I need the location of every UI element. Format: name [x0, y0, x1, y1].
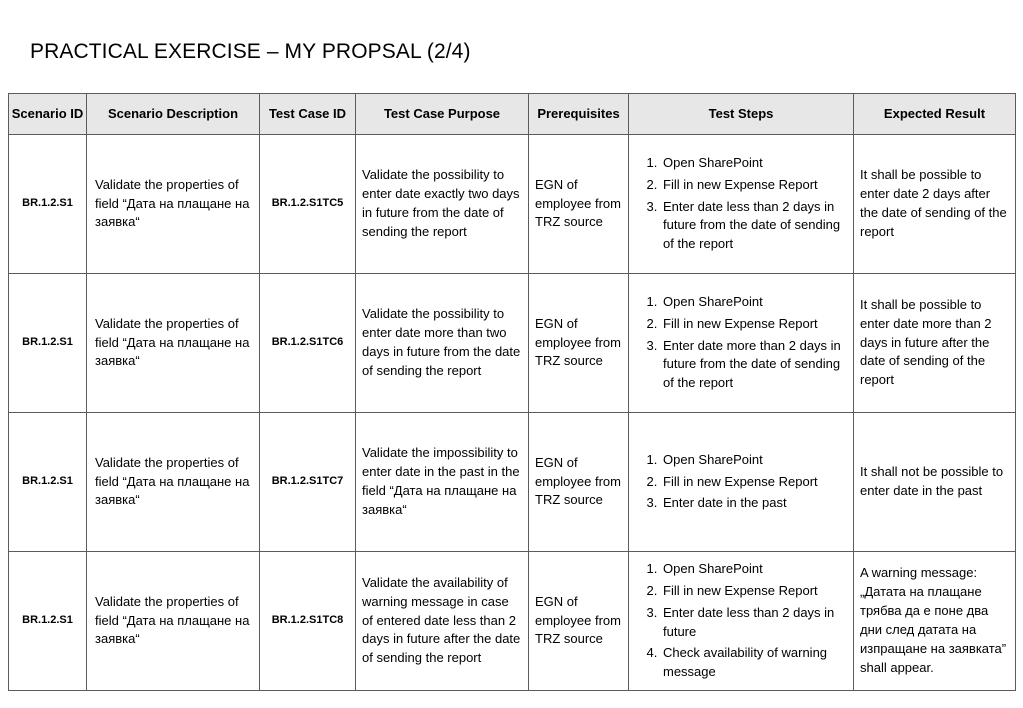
test-step-item: 1. Open SharePoint — [661, 293, 847, 312]
scenario-description-cell: Validate the properties of field “Дата на плащане на заявка“ — [87, 413, 260, 552]
header-test-case-purpose: Test Case Purpose — [356, 94, 529, 135]
header-test-steps: Test Steps — [629, 94, 854, 135]
test-case-id-cell: BR.1.2.S1TC8 — [260, 552, 356, 691]
table-row — [9, 274, 1016, 413]
scenario-id-cell: BR.1.2.S1 — [9, 413, 87, 552]
test-step-item: 3. Enter date less than 2 days in future — [661, 604, 847, 642]
test-step-item: 1. Open SharePoint — [661, 451, 847, 470]
test-step-item: 1. Open SharePoint — [661, 154, 847, 173]
header-expected-result: Expected Result — [854, 94, 1016, 135]
expected-result-cell: A warning message: „Датата на плащане трябва да е поне два дни след датата на изпращане на заявката” shall appear. — [854, 552, 1016, 691]
scenario-description-cell: Validate the properties of field “Дата на плащане на заявка“ — [87, 274, 260, 413]
test-step-item: 3. Enter date less than 2 days in future from the date of sending of the report — [661, 198, 847, 255]
test-steps-cell — [629, 274, 854, 413]
test-case-purpose-cell: Validate the impossibility to enter date in the past in the field “Дата на плащане на заявка“ — [356, 413, 529, 552]
test-step-item: 3. Enter date in the past — [661, 494, 847, 513]
expected-result-cell: It shall be possible to enter date more than 2 days in future after the date of sending of the report — [854, 274, 1016, 413]
slide-title: PRACTICAL EXERCISE – MY PROPSAL (2/4) — [30, 40, 471, 63]
scenario-description-cell: Validate the properties of field “Дата на плащане на заявка“ — [87, 135, 260, 274]
prerequisites-cell: EGN of employee from TRZ source — [529, 552, 629, 691]
prerequisites-cell: EGN of employee from TRZ source — [529, 274, 629, 413]
test-step-item: 2. Fill in new Expense Report — [661, 582, 847, 601]
header-scenario-id: Scenario ID — [9, 94, 87, 135]
test-step-item: 2. Fill in new Expense Report — [661, 176, 847, 195]
scenario-id-cell: BR.1.2.S1 — [9, 274, 87, 413]
test-steps-cell — [629, 552, 854, 691]
test-steps-list — [635, 154, 847, 254]
test-case-id-cell: BR.1.2.S1TC7 — [260, 413, 356, 552]
test-case-purpose-cell: Validate the possibility to enter date exactly two days in future from the date of sending the report — [356, 135, 529, 274]
expected-result-cell: It shall not be possible to enter date in the past — [854, 413, 1016, 552]
test-step-item: 3. Enter date more than 2 days in future from the date of sending of the report — [661, 337, 847, 394]
expected-result-cell: It shall be possible to enter date 2 days after the date of sending of the report — [854, 135, 1016, 274]
test-steps-list — [635, 451, 847, 514]
test-case-id-cell: BR.1.2.S1TC5 — [260, 135, 356, 274]
scenario-description-cell: Validate the properties of field “Дата на плащане на заявка“ — [87, 552, 260, 691]
test-step-item: 1. Open SharePoint — [661, 560, 847, 579]
table-row — [9, 552, 1016, 691]
test-steps-cell — [629, 413, 854, 552]
header-test-case-id: Test Case ID — [260, 94, 356, 135]
scenario-id-cell: BR.1.2.S1 — [9, 135, 87, 274]
prerequisites-cell: EGN of employee from TRZ source — [529, 135, 629, 274]
test-case-purpose-cell: Validate the availability of warning message in case of entered date less than 2 days in future after the date of sending the report — [356, 552, 529, 691]
prerequisites-cell: EGN of employee from TRZ source — [529, 413, 629, 552]
test-step-item: 4. Check availability of warning message — [661, 644, 847, 682]
header-prerequisites: Prerequisites — [529, 94, 629, 135]
header-scenario-description: Scenario Description — [87, 94, 260, 135]
scenario-id-cell: BR.1.2.S1 — [9, 552, 87, 691]
test-steps-list — [635, 560, 847, 682]
test-case-purpose-cell: Validate the possibility to enter date more than two days in future from the date of sending the report — [356, 274, 529, 413]
test-steps-cell — [629, 135, 854, 274]
table-header-row — [9, 94, 1016, 135]
test-step-item: 2. Fill in new Expense Report — [661, 315, 847, 334]
table-row — [9, 413, 1016, 552]
test-steps-list — [635, 293, 847, 393]
test-step-item: 2. Fill in new Expense Report — [661, 473, 847, 492]
test-case-id-cell: BR.1.2.S1TC6 — [260, 274, 356, 413]
test-case-table — [8, 93, 1016, 691]
table-row — [9, 135, 1016, 274]
